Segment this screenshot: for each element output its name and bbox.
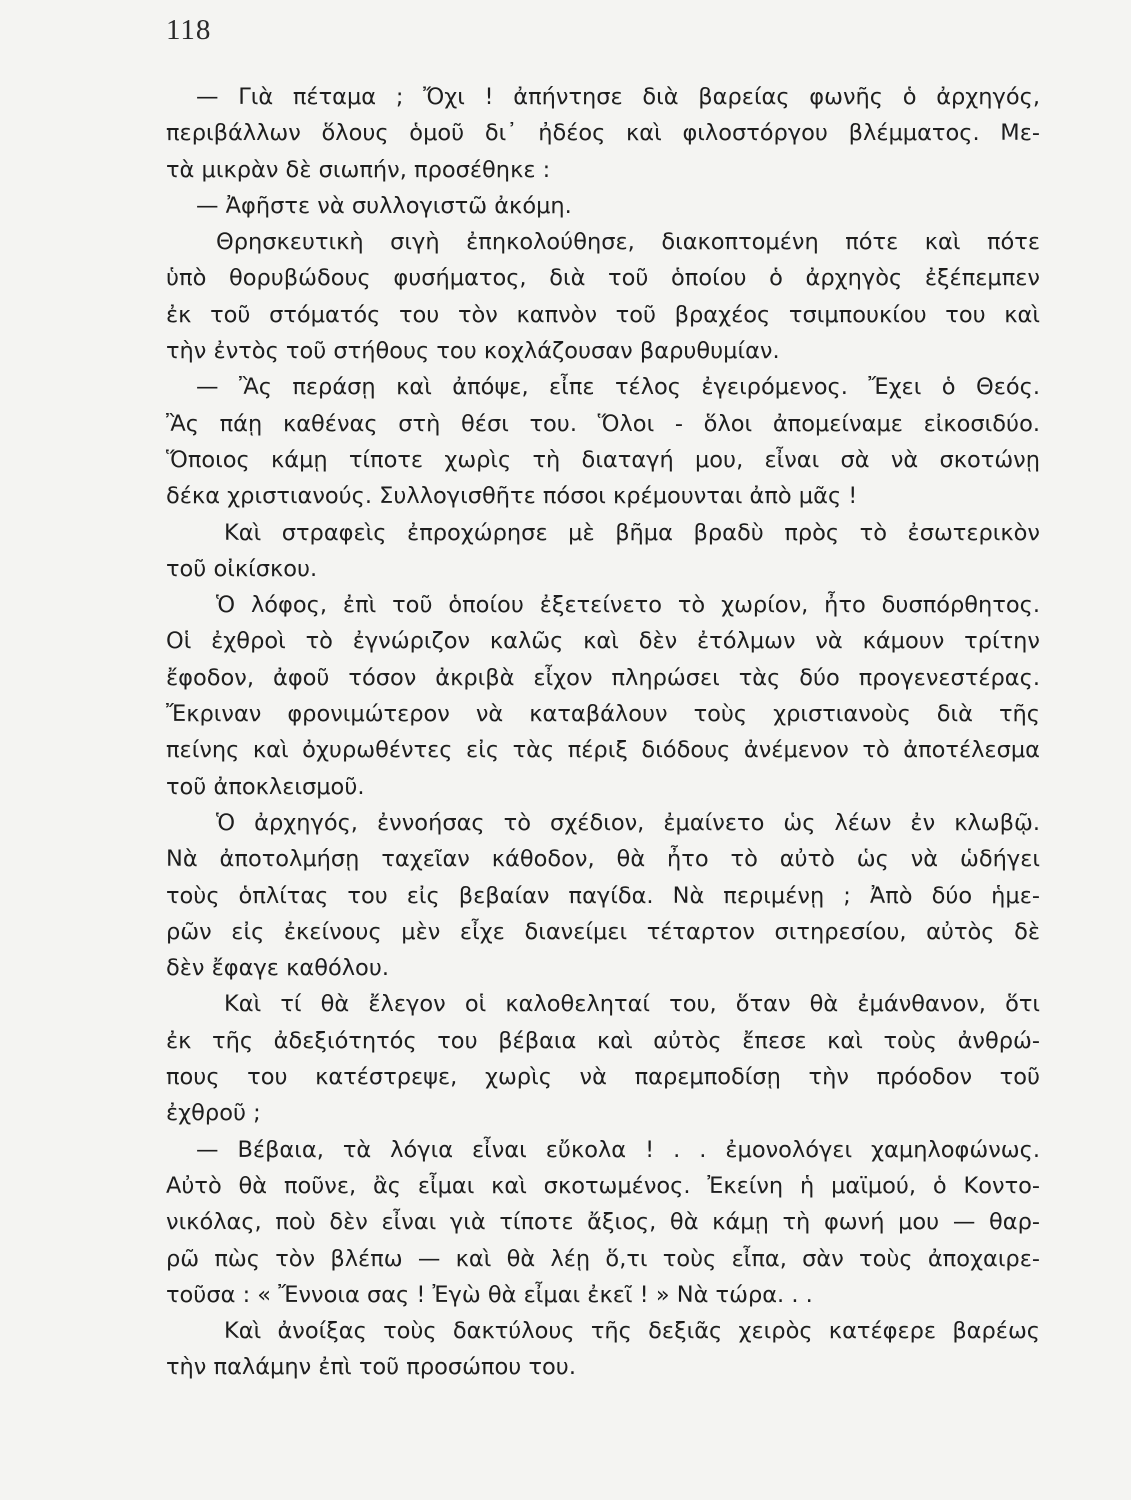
text-line: τὰ μικρὰν δὲ σιωπήν, προσέθηκε : bbox=[166, 156, 551, 183]
text-line: τοῦσα : « Ἔννοια σας ! Ἐγὼ θὰ εἶμαι ἐκεῖ ! » Νὰ τώρα. . . bbox=[166, 1281, 813, 1308]
text-line: Οἱ ἐχθροὶ τὸ ἐγνώριζον καλῶς καὶ δὲν ἐτόλμων νὰ κάμουν τρίτην bbox=[166, 628, 1040, 655]
text-line: Ὁ λόφος, ἐπὶ τοῦ ὁποίου ἐξετείνετο τὸ χωρίον, ἦτο δυσπόρθητος. bbox=[216, 592, 1040, 619]
text-line: νικόλας, ποὺ δὲν εἶναι γιὰ τίποτε ἄξιος, θὰ κάμῃ τὴ φωνή μου — θαρ- bbox=[166, 1209, 1040, 1236]
text-line: ἐκ τοῦ στόματός του τὸν καπνὸν τοῦ βραχέος τσιμπουκίου του καὶ bbox=[166, 301, 1040, 328]
text-line: τοῦ ἀποκλεισμοῦ. bbox=[166, 773, 365, 800]
text-line: δέκα χριστιανούς. Συλλογισθῆτε πόσοι κρέμουνται ἀπὸ μᾶς ! bbox=[166, 483, 858, 510]
text-line: ὑπὸ θορυβώδους φυσήματος, διὰ τοῦ ὁποίου ὁ ἀρχηγὸς ἐξέπεμπεν bbox=[166, 265, 1040, 292]
text-line: Ὅποιος κάμῃ τίποτε χωρὶς τὴ διαταγή μου, εἶναι σὰ νὰ σκοτώνῃ bbox=[166, 446, 1040, 473]
text-line: ἔφοδον, ἀφοῦ τόσον ἀκριβὰ εἶχον πληρώσει τὰς δύο προγενεστέρας. bbox=[166, 664, 1040, 691]
text-line: τὴν ἐντὸς τοῦ στήθους του κοχλάζουσαν βαρυθυμίαν. bbox=[166, 338, 780, 365]
text-line: Αὐτὸ θὰ ποῦνε, ἂς εἶμαι καὶ σκοτωμένος. Ἐκείνη ἡ μαϊμού, ὁ Κοντο- bbox=[166, 1172, 1040, 1199]
text-line: τοὺς ὁπλίτας του εἰς βεβαίαν παγίδα. Νὰ περιμένῃ ; Ἀπὸ δύο ἡμε- bbox=[166, 882, 1040, 909]
text-line: ἐχθροῦ ; bbox=[166, 1100, 261, 1127]
text-line: Νὰ ἀποτολμήσῃ ταχεῖαν κάθοδον, θὰ ἦτο τὸ αὐτὸ ὡς νὰ ὡδήγει bbox=[166, 846, 1040, 873]
text-line: ρῶν εἰς ἐκείνους μὲν εἶχε διανείμει τέταρτον σιτηρεσίου, αὐτὸς δὲ bbox=[166, 918, 1040, 945]
body-text bbox=[166, 79, 1040, 1386]
text-line: τὴν παλάμην ἐπὶ τοῦ προσώπου του. bbox=[166, 1354, 576, 1381]
text-line: — Ἀφῆστε νὰ συλλογιστῶ ἀκόμη. bbox=[196, 192, 572, 219]
text-line: Ὁ ἀρχηγός, ἐννοήσας τὸ σχέδιον, ἐμαίνετο ὡς λέων ἐν κλωβῷ. bbox=[216, 809, 1040, 836]
text-line: — Βέβαια, τὰ λόγια εἶναι εὔκολα ! . . ἐμονολόγει χαμηλοφώνως. bbox=[196, 1136, 1040, 1163]
text-line: πείνης καὶ ὀχυρωθέντες εἰς τὰς πέριξ διόδους ἀνέμενον τὸ ἀποτέλεσμα bbox=[166, 737, 1040, 764]
page-number: 118 bbox=[166, 14, 212, 46]
text-line: Ἔκριναν φρονιμώτερον νὰ καταβάλουν τοὺς χριστιανοὺς διὰ τῆς bbox=[166, 701, 1040, 728]
text-line: τοῦ οἰκίσκου. bbox=[166, 555, 318, 582]
text-line: δὲν ἔφαγε καθόλου. bbox=[166, 955, 389, 982]
text-line: ἐκ τῆς ἀδεξιότητός του βέβαια καὶ αὐτὸς ἔπεσε καὶ τοὺς ἀνθρώ- bbox=[166, 1027, 1040, 1054]
text-line: Καὶ τί θὰ ἔλεγον οἱ καλοθεληταί του, ὅταν θὰ ἐμάνθανον, ὅτι bbox=[224, 991, 1040, 1018]
text-line: Θρησκευτικὴ σιγὴ ἐπηκολούθησε, διακοπτομένη πότε καὶ πότε bbox=[216, 229, 1040, 256]
text-line: πους του κατέστρεψε, χωρὶς νὰ παρεμποδίσῃ τὴν πρόοδον τοῦ bbox=[166, 1064, 1040, 1091]
text-line: — Γιὰ πέταμα ; Ὄχι ! ἀπήντησε διὰ βαρείας φωνῆς ὁ ἀρχηγός, bbox=[196, 84, 1040, 110]
text-line: περιβάλλων ὅλους ὁμοῦ δι᾽ ἠδέος καὶ φιλοστόργου βλέμματος. Με- bbox=[166, 120, 1040, 147]
text-line: — Ἂς περάσῃ καὶ ἀπόψε, εἶπε τέλος ἐγειρόμενος. Ἔχει ὁ Θεός. bbox=[196, 374, 1040, 401]
text-line: Καὶ στραφεὶς ἐπροχώρησε μὲ βῆμα βραδὺ πρὸς τὸ ἐσωτερικὸν bbox=[224, 519, 1040, 546]
text-line: ρῶ πὼς τὸν βλέπω — καὶ θὰ λέῃ ὅ,τι τοὺς εἶπα, σὰν τοὺς ἀποχαιρε- bbox=[166, 1245, 1040, 1272]
text-line: Ἂς πάῃ καθένας στὴ θέσι του. Ὅλοι - ὅλοι ἀπομείναμε εἰκοσιδύο. bbox=[166, 410, 1040, 437]
text-line: Καὶ ἀνοίξας τοὺς δακτύλους τῆς δεξιᾶς χειρὸς κατέφερε βαρέως bbox=[224, 1318, 1040, 1345]
